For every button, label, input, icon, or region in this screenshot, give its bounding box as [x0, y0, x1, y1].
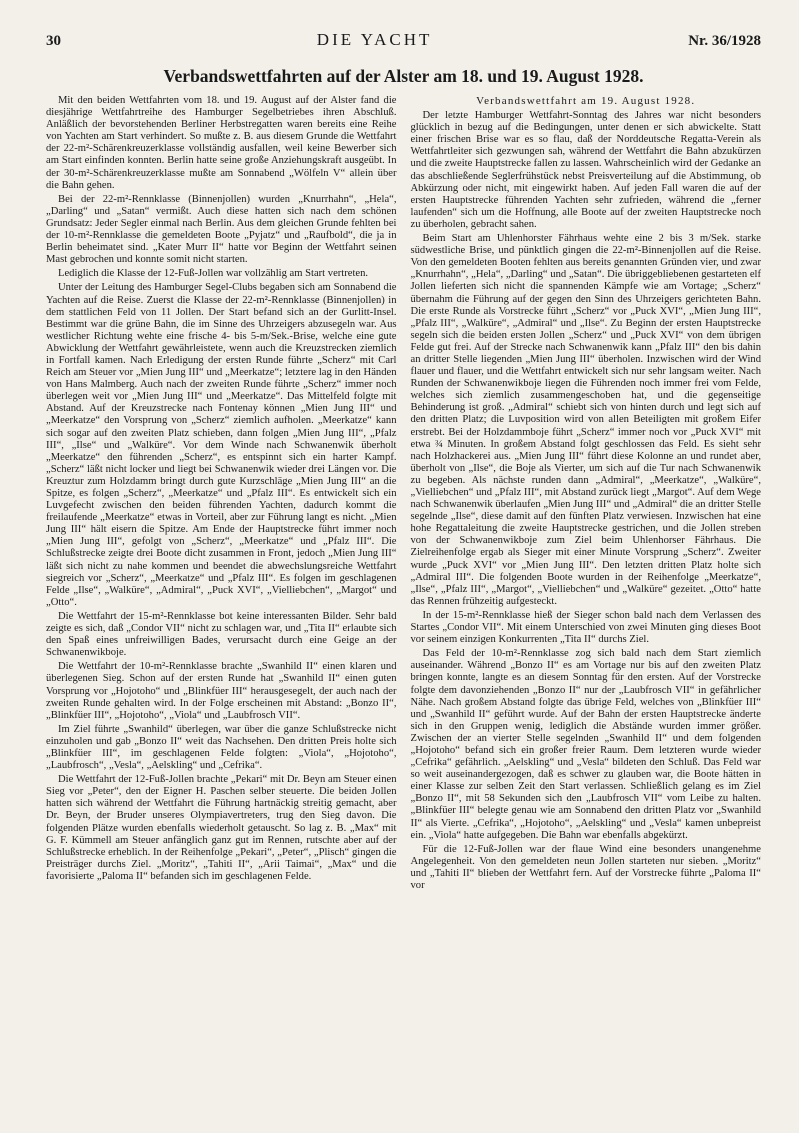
paragraph: In der 15-m²-Rennklasse hieß der Sieger schon bald nach dem Verlassen des Startes „Condor VII“. Mit einem Unterschied von zwei Minuten ging dieses Boot vor seinem einzigen Konkurrenten „Tita II“ durchs Ziel.	[410, 609, 761, 646]
paragraph: Der letzte Hamburger Wettfahrt-Sonntag des Jahres war nicht besonders glücklich in bezug auf die Bedingungen, unter denen er sich abwickelte. Statt einer frischen Brise war es so flau, daß der Norddeutsche Regatta-Verein als Wettfahrtleiter sich gezwungen sah, während der Wettfahrt die Bahn abzukürzen und die zweite Hauptstrecke fallen zu lassen. Wahrscheinlich wird der Gedanke an das abschließende Seglerfrühstück nebst Preisverteilung auf die Abstimmung, ob Abkürzung oder nicht, mit eingewirkt haben. Auf jeden Fall waren die auf der ersten Hauptstrecke führenden Yachten sehr zufrieden, während die „ferner laufenden“ sich um die Hoffnung, alle Boote auf der zweiten Hauptstrecke noch zu überholen, gebracht sahen.	[410, 110, 761, 230]
paragraph: Das Feld der 10-m²-Rennklasse zog sich bald nach dem Start ziemlich auseinander. Während „Bonzo II“ es am Vortage nur bis auf den zweiten Platz bringen konnte, langte es an diesem Sonntag für den ersten. Auf der Vorstrecke folgte dem davonziehenden „Bonzo II“ nur der „Laubfrosch VII“ in gefährlicher Nähe. Nach großem Abstand folgte das übrige Feld, welches von „Blinkfüer III“ und „Swanhild II“ geführt wurde. Auf der Bahn der ersten Hauptstrecke änderte sich in den Gruppen wenig, lediglich die Abstände wurden immer größer. Zwischen der an vierter Stelle segelnden „Swanhild II“ und dem folgenden „Hojotoho“ befand sich ein großer freier Raum. Dem letzteren wurde wieder „Cefrika“ gefährlich. „Aelskling“ und „Vesla“ bildeten den Schluß. Das Feld war so weit auseinandergezogen, daß es schwer zu glauben war, die Boote hätten in einer Klasse zur selben Zeit den Start verlassen. Schließlich gelang es im Ziel „Bonzo II“, mit 58 Sekunden sich den „Laubfrosch VII“ vom Leibe zu halten. „Blinkfüer III“ belegte genau wie am Sonnabend den dritten Platz vor „Swanhild II“ als Vierte. „Cefrika“, „Hojotoho“, „Aelskling“ und „Vesla“ kamen unbepreist ein. „Viola“ hatte aufgegeben. Die Bahn war ebenfalls abgekürzt.	[410, 648, 761, 841]
journal-title: DIE YACHT	[316, 30, 433, 49]
section-subheading: Verbandswettfahrt am 19. August 1928.	[476, 95, 696, 107]
page-number: 30	[46, 33, 61, 49]
page-header	[46, 30, 761, 56]
paragraph: Die Wettfahrt der 12-Fuß-Jollen brachte „Pekari“ mit Dr. Beyn am Steuer einen Sieg vor „Peter“, den der Eigner H. Paschen selber steuerte. Die beiden Jollen hatten sich während der Wettfahrt die Führung hartnäckig streitig gemacht, aber Dr. Beyn, der Bruder unseres Olympiavertreters, trug den Sieg davon. Die folgenden Plätze wurden ebenfalls wiederholt getauscht. So lag z. B. „Max“ mit G. F. Kümmell am Steuer anfänglich ganz gut im Rennen, rutschte aber auf der Schlußstrecke erheblich. In der Reihenfolge „Pekari“, „Peter“, „Plisch“ gingen die Preisträger durchs Ziel. „Moritz“, „Tahiti II“, „Arii Taimai“, „Max“ und die favorisierte „Paloma II“ befanden sich im geschlagenen Felde.	[46, 774, 397, 882]
paragraph: Beim Start am Uhlenhorster Fährhaus wehte eine 2 bis 3 m/Sek. starke südwestliche Brise, und pünktlich gingen die 22-m²-Binnenjollen auf die Reise. Von den gemeldeten Booten fehlten aus bereits genannten Gründen vier, und zwar „Knurrhahn“, „Hela“, „Darling“ und „Satan“. Die übriggebliebenen gestarteten elf Jollen lieferten sich nicht die spannenden Kämpfe wie am Vortage; „Scherz“ übernahm die Führung auf der gegen den Sinn des Uhrzeigers gerichteten Bahn. Die erste Runde als Vorstrecke führt „Scherz“ vor „Puck XVI“, „Mien Jung III“, „Pfalz III“, „Walküre“, „Admiral“ und „Ilse“. Zu Beginn der ersten Hauptstrecke segeln sich die beiden ersten Jollen „Scherz“ und „Puck XVI“ von dem übrigen Felde gut frei. Auf der Strecke nach Schwanenwik kann „Pfalz III“ den bis dahin an dritter Stelle liegenden „Mien Jung III“ überholen. Inzwischen wird der Wind flauer und flauer, und die Wettfahrt entwickelt sich nur sehr langsam weiter. Nach Runden der Schwanenwikboje liegen die Führenden noch immer frei vom Felde, welches sich ziemlich zusammengeschoben hat, und die gegenseitige Behinderung ist groß. „Admiral“ schiebt sich von hinten durch und legt sich auf den dritten Platz; die Luvposition wird von allen Beteiligten mit großem Eifer erstrebt. Bei der Holzdammboje führt „Scherz“ immer noch vor „Puck XVI“ mit etwa ¾ Minuten. In großem Abstand folgt geschlossen das Feld. Es sieht sehr nach Holzhackerei aus. „Mien Jung III“ führt diese Kolonne an und rundet aber, überholt von „Ilse“, die Boje als Vierter, um sich auf die Tur nach Schwanenwik zu begeben. Als nächste runden dann „Admiral“, „Meerkatze“, „Walküre“, „Vielliebchen“ und „Pfalz III“, mit Abstand zurück liegt „Margot“. Auf dem Wege nach Schwanenwik überlaufen „Mien Jung III“ und „Admiral“ die an dritter Stelle segelnde „Ilse“, diese damit auf den fünften Platz verwiesen. Inzwischen hat eine hohe Regattaleitung die zweite Hauptstrecke gestrichen, und die Jollen streben von der Schwanenwikboje zum Ziel beim Uhlenhorser Fährhaus. Die Zielreihenfolge ergab als Sieger mit einer Minute Vorsprung „Scherz“. Zweiter wurde „Puck XVI“ vor „Mien Jung III“. Den letzten dritten Platz holte sich „Admiral III“. Die folgenden Boote wurden in der Reihenfolge „Meerkatze“, „Ilse“, „Pfalz III“, „Margot“, „Vielliebchen“ und „Walküre“ gezeitet. „Otto“ hatte das Rennen frühzeitig aufgesteckt.	[410, 233, 761, 607]
paragraph: Die Wettfahrt der 10-m²-Rennklasse brachte „Swanhild II“ einen klaren und überlegenen Sieg. Schon auf der ersten Runde hat „Swanhild II“ einen guten Vorsprung vor „Hojotoho“ und „Blinkfüer III“ herausgesegelt, der auch nach der zweiten Runde gehalten wird. In der Folge erscheinen mit Abstand: „Bonzo II“, „Blinkfüer III“, „Hojotoho“, „Viola“ und „Laubfrosch VII“.	[46, 661, 397, 721]
left-column	[46, 95, 397, 892]
paragraph: Lediglich die Klasse der 12-Fuß-Jollen war vollzählig am Start vertreten.	[58, 268, 369, 280]
issue-number: Nr. 36/1928	[688, 33, 761, 49]
right-column	[411, 95, 762, 892]
paragraph: Für die 12-Fuß-Jollen war der flaue Wind eine besonders unangenehme Angelegenheit. Von den gemeldeten neun Jollen starteten nur sieben. „Moritz“ und „Tahiti II“ blieben der Wettfahrt fern. Auf der Vorstrecke führte „Paloma II“ vor	[410, 843, 761, 891]
article-title: Verbandswettfahrten auf der Alster am 18. und 19. August 1928.	[163, 66, 644, 86]
paragraph: Bei der 22-m²-Rennklasse (Binnenjollen) wurden „Knurrhahn“, „Hela“, „Darling“ und „Satan“ vermißt. Auch diese hatten sich nach dem schönen Grundsatz: Jeder Segler einmal nach Berlin. Aus dem gleichen Grunde fehlten bei der 10-m²-Rennklasse die gemeldeten Boote „Pyjatz“ und „Raufbold“, die ja in Berlin beheimatet sind. „Kater Murr II“ hatte vor Beginn der Wettfahrt seinen Mast gebrochen und konnte somit nicht starten.	[46, 193, 397, 266]
paragraph: Die Wettfahrt der 15-m²-Rennklasse bot keine interessanten Bilder. Sehr bald zeigte es sich, daß „Condor VII“ nicht zu schlagen war, und „Tita II“ erlaubte sich den Spaß eines unfreiwilligen Bades, verursacht durch eine Geige an der Schwanenwikboje.	[46, 610, 397, 659]
paragraph: Mit den beiden Wettfahrten vom 18. und 19. August auf der Alster fand die diesjährige Wettfahrtreihe des Hamburger Segelbetriebes ihren Abschluß. Anläßlich der bevorstehenden Berliner Herbstregatten waren bereits eine Reihe von Yachten am Start verhindert. So mußte z. B. aus diesem Grunde die Wettfahrt der 22-m²-Schärenkreuzerklasse vollständig ausfallen, weil keine Bewerber sich am Start einfinden konnten. Berlin hatte seine große Anziehungskraft ausgeübt. In der 30-m²-Schärenkreuzerklasse mußte am Sonnabend „Wölfeln V“ allein über die Bahn gehen.	[46, 95, 397, 191]
paragraph: Im Ziel führte „Swanhild“ überlegen, war über die ganze Schlußstrecke nicht einzuholen und gab „Bonzo II“ weit das Nachsehen. Den dritten Preis holte sich „Blinkfüer III“, im geschlagenen Felde folgten: „Viola“, „Hojotoho“, „Laubfrosch“, „Vesla“, „Aelskling“ und „Cefrika“.	[46, 723, 397, 772]
article-body	[46, 95, 761, 892]
paragraph: Unter der Leitung des Hamburger Segel-Clubs begaben sich am Sonnabend die Yachten auf die Reise. Zuerst die Klasse der 22-m²-Rennklasse (Binnenjollen) in dem stattlichen Feld von 11 Jollen. Der Start befand sich an der Gurlitt-Insel. Bestimmt war die grüne Bahn, die im Sinne des Uhrzeigers abzusegeln war. Aus westlicher Richtung wehte eine frische 4- bis 5-m/Sek.-Brise, welche eine gute Abwicklung der Wettfahrt gewährleistete, wenn auch die Kreuzstrecken ziemlich in Fortfall kamen. Nach Erledigung der ersten Runde führte „Scherz“ mit Carl Reich am Steuer vor „Mien Jung III“ und „Meerkatze“; letztere lag in den Händen von Hans Malmberg. Auch nach der zweiten Runde führte „Scherz“ immer noch überlegen weit vor „Mien Jung III“ und „Meerkatze“. Das Mittelfeld folgte mit Abstand. Auf der Kreuzstrecke nach Fontenay können „Mien Jung III“ und „Meerkatze“ den Vorsprung von „Scherz“ ziemlich aufholen. „Meerkatze“ kann sich sogar auf den zweiten Platz schieben, dann folgen „Mien Jung III“, „Pfalz III“, „Ilse“ und „Walküre“. Vor dem Winde nach Schwanenwik überholt „Meerkatze“ den führenden „Scherz“, es entspinnt sich ein harter Kampf. „Scherz“ läßt nicht locker und liegt bei Schwanenwik wieder drei Längen vor. Die Kreuztur zum Holzdamm bringt durch gute Kurzschläge „Mien Jung III“ an die Spitze, es folgen „Scherz“, „Meerkatze“ und „Pfalz III“. Es entwickelt sich ein Luvgefecht zwischen den beiden führenden Yachten, dadurch kommt die freilaufende „Meerkatze“ etwas in Vorteil, aber zur Führung langt es nicht. „Mien Jung III“ hält eisern die Spitze. Am Ende der Hauptstrecke führt immer noch „Mien Jung III“, gefolgt von „Scherz“, „Meerkatze“ und „Pfalz III“. Die Schlußstrecke zeigte drei Boote dicht zusammen in Front, jedoch „Mien Jung III“ läßt sich nicht zu nahe kommen und beendet die abwechslungsreiche Wettfahrt siegreich vor „Scherz“, „Meerkatze“ und „Pfalz III“. Es folgen im geschlagenen Felde „Ilse“, „Walküre“, „Admiral“, „Puck XVI“, „Vielliebchen“, „Margot“ und „Otto“.	[46, 282, 397, 608]
